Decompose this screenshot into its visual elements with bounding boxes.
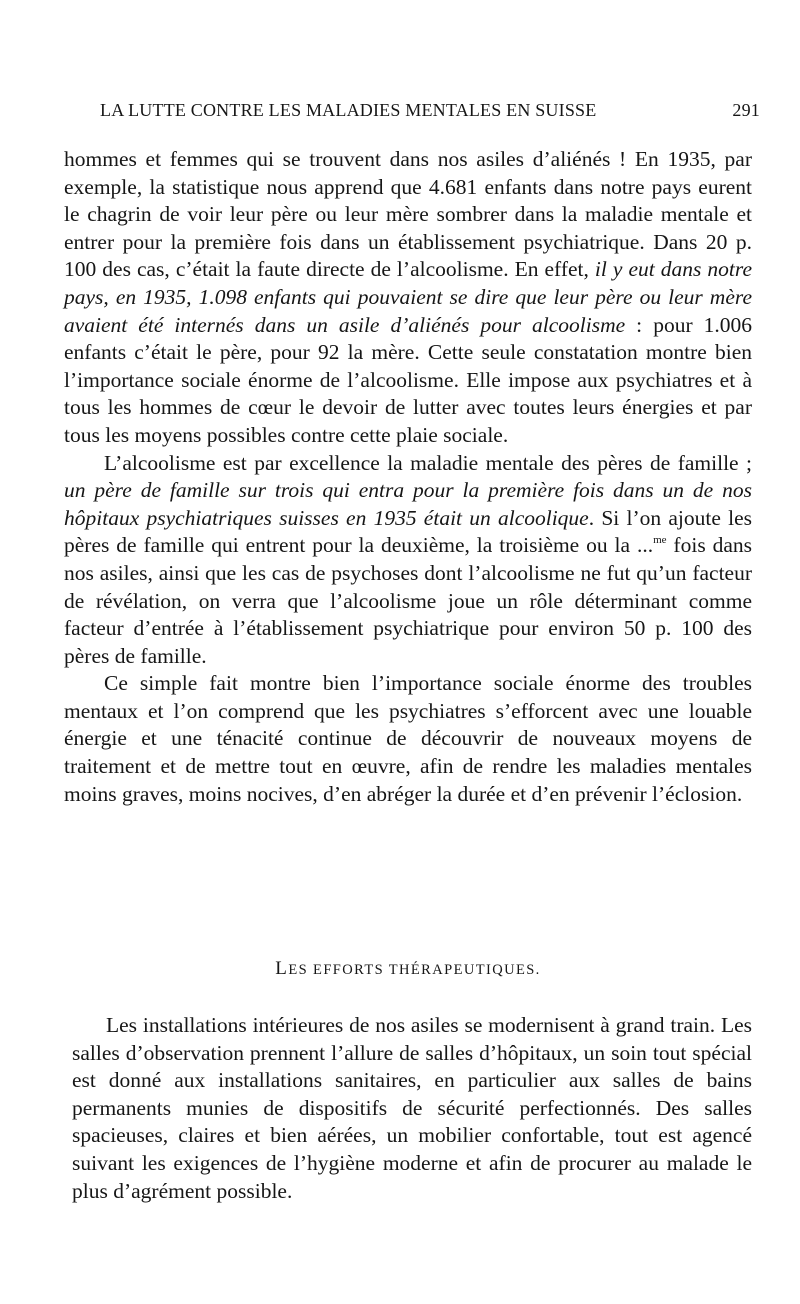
text-run: Les installations intérieures de nos asiles se modernisent à grand train. Les salles d’observation prennent l’allure de salles d’hôpitaux, un soin tout spécial est donné aux installations sanitaires, en particulier aux salles de bains permanents munies de dispositifs de sécurité perfectionnés. Des salles spacieuses, claires et bien aérées, un mobilier confortable, tout est agencé suivant les exigences de l’hygiène moderne et afin de procurer au malade le plus d’agrément possible.	[72, 1013, 752, 1203]
italic-phrase: un père de famille sur trois qui entra pour la première fois dans un de nos hôpitaux psychiatriques suisses en 1935 était un alcoolique	[64, 478, 752, 530]
section-heading	[64, 958, 752, 980]
running-header	[100, 100, 760, 121]
text-run: L’alcoolisme est par excellence la maladie mentale des pères de famille ;	[104, 450, 752, 475]
paragraph-continuation	[64, 146, 752, 450]
running-title: LA LUTTE CONTRE LES MALADIES MENTALES EN SUISSE	[100, 100, 597, 120]
text-run: . Si l’on ajoute les pères de famille qui entrent pour la deuxième, la troisième ou la ...	[64, 505, 752, 558]
section-heading-rest: ES EFFORTS THÉRAPEUTIQUES.	[288, 962, 541, 978]
paragraph-social-importance	[64, 670, 752, 808]
section-heading-initial: L	[275, 958, 289, 979]
main-text	[64, 146, 752, 808]
text-run: Ce simple fait montre bien l’importance sociale énorme des troubles mentaux et l’on comprend que les psychiatres s’efforcent avec une louable énergie et une ténacité continue de découvrir de nouveaux moyens de traitement et de mettre tout en œuvre, afin de rendre les maladies mentales moins graves, moins nocives, d’en abréger la durée et d’en prévenir l’éclosion.	[64, 671, 752, 806]
paragraph-installations	[72, 1012, 752, 1205]
italic-phrase: il y eut dans notre pays, en 1935, 1.098 enfants qui pouvaient se dire que leur père ou leur mère avaient été internés dans un asile d’aliénés pour alcoolisme	[64, 257, 752, 337]
text-run: hommes et femmes qui se trouvent dans nos asiles d’aliénés ! En 1935, par exemple, la statistique nous apprend que 4.681 enfants dans notre pays eurent le chagrin de voir leur père ou leur mère sombrer dans la maladie mentale et entrer pour la première fois dans un établissement psychiatrique. Dans 20 p. 100 des cas, c’était la faute directe de l’alcoolisme. En effet,	[64, 147, 752, 282]
page-number: 291	[732, 100, 760, 120]
text-run: fois dans nos asiles, ainsi que les cas de psychoses dont l’alcoolisme ne fut qu’un facteur de révélation, on verra que l’alcoolisme joue un rôle déterminant comme facteur d’entrée à l’établissement psychiatrique pour environ 50 p. 100 des pères de famille.	[64, 533, 752, 668]
superscript: me	[653, 534, 667, 547]
section-text	[72, 1012, 752, 1205]
paragraph-alcoholism-fathers	[64, 450, 752, 671]
text-run: : pour 1.006 enfants c’était le père, pour 92 la mère. Cette seule constatation montre bien l’importance sociale énorme de l’alcoolisme. Elle impose aux psychiatres et à tous les hommes de cœur le devoir de lutter avec toutes leurs énergies et par tous les moyens possibles contre cette plaie sociale.	[64, 312, 753, 447]
